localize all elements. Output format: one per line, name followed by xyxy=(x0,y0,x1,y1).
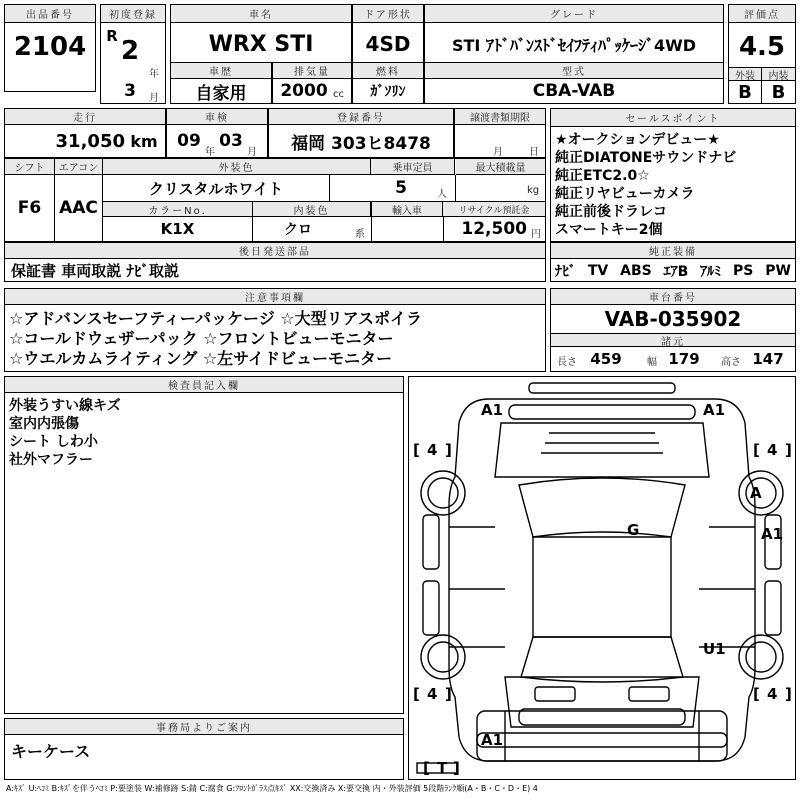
color-no-label: カラーNo. xyxy=(103,202,253,217)
mileage-label: 走行 xyxy=(5,109,165,125)
oem-equipment-box xyxy=(550,242,796,282)
oem-item: PS xyxy=(733,263,754,279)
capacity-label: 乗車定員 xyxy=(371,159,455,175)
width-label: 幅 xyxy=(647,357,657,368)
inspection-label: 車検 xyxy=(167,109,267,125)
width: 179 xyxy=(668,350,700,368)
tire-front-left-bracket: ] xyxy=(445,441,452,459)
selling-point: 純正ETC2.0☆ xyxy=(555,168,650,184)
inspection-month: 03 xyxy=(219,131,243,151)
transfer-day-unit: 日 xyxy=(529,147,539,158)
fuel-label: 燃料 xyxy=(353,63,423,79)
office-info-box xyxy=(4,718,404,780)
interior-color-unit: 系 xyxy=(355,229,365,240)
capacity: 5 xyxy=(395,178,407,198)
first-registration-box xyxy=(100,4,166,104)
score-box xyxy=(728,4,796,104)
tire-front-left-label: [ xyxy=(413,441,420,459)
tire-front-right-label: [ xyxy=(753,441,760,459)
first-registration-label: 初度登録 xyxy=(101,5,165,23)
interior-color-label: 内装色 xyxy=(253,202,371,217)
grade-box xyxy=(424,4,724,64)
history-box xyxy=(170,62,272,104)
mark-rear-right-door: U1 xyxy=(703,640,726,658)
exterior-score-label: 外装 xyxy=(729,67,762,81)
max-load-unit: kg xyxy=(527,185,540,196)
mark-front-left: A1 xyxy=(481,401,504,419)
mileage-unit: km xyxy=(130,131,158,151)
interior-color: クロ xyxy=(284,222,312,238)
tire-rear-right: 4 xyxy=(767,685,778,703)
tire-front-right: 4 xyxy=(767,441,778,459)
exterior-color: クリスタルホワイト xyxy=(148,179,284,198)
era-letter: R xyxy=(106,27,118,45)
height-label: 高さ xyxy=(721,357,741,368)
inspection-year: 09 xyxy=(177,131,201,151)
trunk-label-close: ] xyxy=(453,759,460,777)
tire-rear-left-bracket: ] xyxy=(445,685,452,703)
model-code: CBA-VAB xyxy=(532,81,616,101)
inspector-notes-list xyxy=(9,397,121,469)
lot-box xyxy=(4,4,96,92)
selling-points-list xyxy=(555,131,736,239)
note-line: ☆ウエルカムライティング ☆左サイドビューモニター xyxy=(9,349,393,368)
mark-front-right-wheel: A xyxy=(750,484,762,502)
registration-year: 2 xyxy=(120,36,140,66)
grade: STI ｱﾄﾞﾊﾞﾝｽﾄﾞｾｲﾌﾃｨﾊﾟｯｹｰｼﾞ4WD xyxy=(451,35,697,55)
exterior-score: B xyxy=(729,81,762,103)
displacement-box xyxy=(272,62,352,104)
note-line: ☆アドバンスセーフティーパッケージ ☆大型リアスポイラ xyxy=(9,309,422,328)
selling-point: ★オークションデビュー★ xyxy=(555,132,720,148)
oem-item: TV xyxy=(587,263,609,279)
interior-score-label: 内装 xyxy=(762,67,795,81)
recycle-unit: 円 xyxy=(531,229,541,240)
fuel-box xyxy=(352,62,424,104)
oem-item: ｱﾙﾐ xyxy=(700,264,722,280)
model-code-box xyxy=(424,62,724,104)
selling-point: スマートキー2個 xyxy=(555,222,663,238)
inspector-note: 社外マフラー xyxy=(9,452,93,468)
door-label: ドア形状 xyxy=(353,5,423,23)
selling-points-label: セールスポイント xyxy=(551,109,795,127)
door-box xyxy=(352,4,424,64)
tire-front-right-bracket: ] xyxy=(785,441,792,459)
tire-front-left: 4 xyxy=(427,441,438,459)
length: 459 xyxy=(590,350,622,368)
inspector-notes-box xyxy=(4,376,404,714)
displacement-unit: cc xyxy=(333,89,344,100)
oem-item: ABS xyxy=(620,263,652,279)
notes-label: 注意事項欄 xyxy=(5,289,545,305)
car-name-label: 車名 xyxy=(171,5,351,23)
door-type: 4SD xyxy=(365,32,411,56)
mark-right-side: A1 xyxy=(761,525,784,543)
inspection-box xyxy=(166,108,268,158)
car-diagram xyxy=(409,377,795,779)
oem-equipment-label: 純正装備 xyxy=(551,243,795,259)
registration-box xyxy=(268,108,454,158)
mark-trunk: T xyxy=(437,759,448,777)
length-label: 長さ xyxy=(557,357,577,368)
car-name-box xyxy=(170,4,352,64)
trunk-label-open: [ xyxy=(423,759,430,777)
car-name: WRX STI xyxy=(208,31,314,57)
tire-rear-left-label: [ xyxy=(413,685,420,703)
selling-points-box xyxy=(550,108,796,242)
inspector-notes-label: 検査員記入欄 xyxy=(5,377,403,393)
aircon: AAC xyxy=(55,175,103,241)
chassis-box xyxy=(550,288,796,372)
chassis-label: 車台番号 xyxy=(551,289,795,305)
inspection-year-unit: 年 xyxy=(205,147,215,158)
inspector-note: 室内内張傷 xyxy=(9,416,79,432)
later-parts-label: 後日発送部品 xyxy=(5,243,545,259)
score-label: 評価点 xyxy=(729,5,795,23)
tire-rear-right-label: [ xyxy=(753,685,760,703)
registration-label: 登録番号 xyxy=(269,109,453,125)
registration-number: 福岡 303ヒ8478 xyxy=(291,133,431,154)
model-code-label: 型式 xyxy=(425,63,723,79)
lot-label: 出品番号 xyxy=(5,5,95,23)
mark-rear: A1 xyxy=(481,731,504,749)
aircon-label: エアコン xyxy=(55,159,103,175)
capacity-unit: 人 xyxy=(437,189,447,200)
selling-point: 純正前後ドラレコ xyxy=(555,204,667,220)
legend: A:ｷｽﾞ U:ﾍｺﾐ B:ｷｽﾞを伴うﾍｺﾐ P:要塗装 W:補修跡 S:錆 C:腐食 G:ﾌﾛﾝﾄｶﾞﾗｽ点ｷｽﾞ XX:交換済み X:要交換 内・外装評価 5段階ﾗﾝｸ順(A・B・C・D・E) 4 xyxy=(6,784,538,793)
oem-item: PW xyxy=(765,263,791,279)
tire-rear-right-bracket: ] xyxy=(785,685,792,703)
mark-front-right: A1 xyxy=(703,401,726,419)
selling-point: 純正DIATONEサウンドナビ xyxy=(555,150,737,166)
fuel: ｶﾞｿﾘﾝ xyxy=(370,84,406,100)
tire-rear-left: 4 xyxy=(427,685,438,703)
displacement-label: 排気量 xyxy=(273,63,351,79)
chassis-number: VAB-035902 xyxy=(604,307,742,331)
oem-item: ｴｱB xyxy=(663,264,689,280)
oem-equipment-list xyxy=(555,260,791,282)
max-load-label: 最大積載量 xyxy=(456,159,545,175)
grade-label: グレード xyxy=(425,5,723,23)
later-parts: 保証書 車両取説 ﾅﾋﾞ取説 xyxy=(11,261,179,280)
history-label: 車歴 xyxy=(171,63,271,79)
office-info: キーケース xyxy=(11,741,91,761)
year-unit: 年 xyxy=(149,69,159,80)
height: 147 xyxy=(752,350,784,368)
score-value: 4.5 xyxy=(738,32,786,62)
lot-number: 2104 xyxy=(13,32,87,62)
oem-item: ﾅﾋﾞ xyxy=(555,264,576,280)
mileage: 31,050 xyxy=(55,130,125,152)
recycle-label: リサイクル預託金 xyxy=(443,202,545,217)
office-info-label: 事務局よりご案内 xyxy=(5,719,403,735)
month-unit: 月 xyxy=(149,93,159,104)
later-parts-box xyxy=(4,242,546,282)
displacement: 2000 xyxy=(280,81,328,101)
shift-label: シフト xyxy=(5,159,55,175)
notes-box xyxy=(4,288,546,372)
color-no: K1X xyxy=(103,217,253,241)
mileage-box xyxy=(4,108,166,158)
registration-month: 3 xyxy=(124,81,136,101)
note-line: ☆コールドウェザーパック ☆フロントビューモニター xyxy=(9,329,394,348)
inspector-note: 外装うすい線キズ xyxy=(9,398,121,414)
transfer-deadline-label: 譲渡書類期限 xyxy=(455,109,545,125)
spec-grid xyxy=(4,158,546,242)
import-label: 輸入車 xyxy=(371,202,443,217)
exterior-color-label: 外装色 xyxy=(103,159,371,175)
shift: F6 xyxy=(5,175,55,241)
inspector-note: シート しわ小 xyxy=(9,434,98,450)
car-diagram-box xyxy=(408,376,796,780)
transfer-deadline-box xyxy=(454,108,546,158)
recycle: 12,500 xyxy=(461,219,527,239)
dimensions-label: 諸元 xyxy=(551,333,795,347)
interior-score: B xyxy=(771,81,786,103)
inspection-month-unit: 月 xyxy=(247,147,257,158)
history: 自家用 xyxy=(195,83,247,104)
transfer-month-unit: 月 xyxy=(493,147,503,158)
notes-list xyxy=(9,309,422,369)
mark-glass: G xyxy=(627,521,640,539)
selling-point: 純正リヤビューカメラ xyxy=(555,186,695,202)
